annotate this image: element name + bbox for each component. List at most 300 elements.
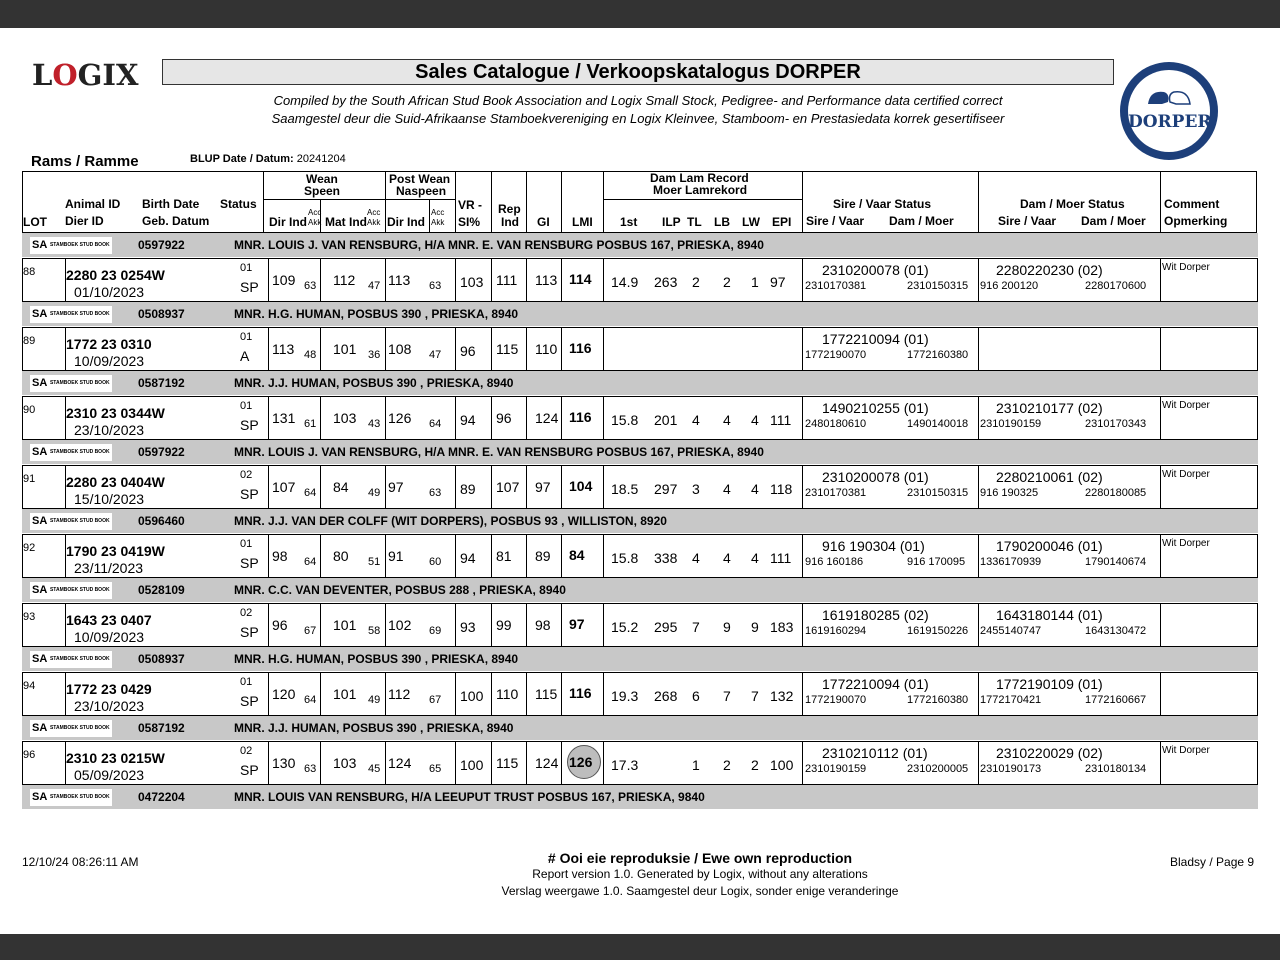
lam-lw: 9 <box>751 619 759 635</box>
sire-dam: 2310150315 <box>907 280 969 292</box>
sire-dam: 2310200005 <box>907 763 969 775</box>
lam-epi: 183 <box>770 619 794 635</box>
lmi: 114 <box>569 271 592 287</box>
vr-si: 94 <box>460 412 476 428</box>
col-tl: TL <box>687 215 702 229</box>
studbook-label: SA <box>32 722 47 734</box>
dam-dam: 2310180134 <box>1085 763 1147 775</box>
dam-dam: 2280170600 <box>1085 280 1147 292</box>
studbook-logo <box>30 513 112 530</box>
lam-lw: 4 <box>751 481 759 497</box>
sire-dam: 2310150315 <box>907 487 969 499</box>
lam-lw: 4 <box>751 550 759 566</box>
sire-sire: 2310170381 <box>805 487 867 499</box>
status-type: SP <box>240 762 259 778</box>
sire-sire: 1772190070 <box>805 349 867 361</box>
wean-dir-ind: 107 <box>272 479 296 495</box>
rep-ind: 115 <box>496 755 519 771</box>
wean-dir-ind: 109 <box>272 272 296 288</box>
col-epi: EPI <box>772 215 792 229</box>
table-header: LOT Animal ID Dier ID Birth Date Geb. Datum Status Wean Speen Post Wean Naspeen Dir Ind Acc Akk Mat Ind Acc Akk Dir Ind Acc Akk VR - SI% Rep Ind GI LMI Dam Lam Record Moer Lamrekord 1st ILP TL LB LW EPI Sire / Vaar Status Sire / Vaar Dam / Moer Dam / Moer Status Sire / Vaar Dam / Moer Comment Opmerking <box>22 171 1257 233</box>
sire-status: 1490210255 (01) <box>822 400 929 416</box>
col-opmerking: Opmerking <box>1164 214 1228 228</box>
studbook-small: STAMBOEK STUD BOOK <box>49 586 110 593</box>
breeder-name: MNR. C.C. VAN DEVENTER, POSBUS 288 , PRIESKA, 8940 <box>234 583 566 597</box>
status-type: A <box>240 348 250 364</box>
lmi: 126 <box>569 754 593 770</box>
breeder-band <box>22 233 1258 257</box>
table-row <box>22 396 1258 440</box>
lam-tl: 6 <box>692 688 700 704</box>
breeder-name: MNR. LOUIS J. VAN RENSBURG, H/A MNR. E. VAN RENSBURG POSBUS 167, PRIESKA, 8940 <box>234 445 764 459</box>
studbook-label: SA <box>32 308 47 320</box>
birth-date: 15/10/2023 <box>74 491 145 507</box>
dam-status: 1772190109 (01) <box>996 676 1103 692</box>
wean-mat-acc: 43 <box>368 418 381 430</box>
lot-number: 88 <box>23 266 36 278</box>
sire-status: 1619180285 (02) <box>822 607 929 623</box>
birth-date: 23/10/2023 <box>74 698 145 714</box>
breeder-name: MNR. LOUIS J. VAN RENSBURG, H/A MNR. E. VAN RENSBURG POSBUS 167, PRIESKA, 8940 <box>234 238 764 252</box>
lot-number: 94 <box>23 680 36 692</box>
col-lw: LW <box>742 215 760 229</box>
col-dam-dam: Dam / Moer <box>1081 214 1146 228</box>
rep-ind: 99 <box>496 617 512 633</box>
lam-first: 15.8 <box>611 550 639 566</box>
lmi: 116 <box>569 340 592 356</box>
birth-date: 10/09/2023 <box>74 353 145 369</box>
postwean-dir-ind: 113 <box>388 272 411 288</box>
breeder-code: 0587192 <box>138 721 185 735</box>
studbook-small: STAMBOEK STUD BOOK <box>49 793 110 800</box>
lam-ilp: 295 <box>654 619 678 635</box>
dam-sire: 916 190325 <box>980 487 1039 499</box>
studbook-small: STAMBOEK STUD BOOK <box>49 655 110 662</box>
sire-status: 916 190304 (01) <box>822 538 925 554</box>
lam-first: 15.2 <box>611 619 639 635</box>
birth-date: 01/10/2023 <box>74 284 145 300</box>
breeder-code: 0508937 <box>138 652 185 666</box>
col-speen: Speen <box>304 184 341 198</box>
wean-mat-ind: 84 <box>333 479 349 495</box>
sire-dam: 916 170095 <box>907 556 966 568</box>
postwean-dir-ind: 102 <box>388 617 412 633</box>
col-post-wean: Post Wean <box>389 172 451 186</box>
dam-status: 2280210061 (02) <box>996 469 1103 485</box>
lam-lb: 4 <box>723 481 731 497</box>
lam-lb: 9 <box>723 619 731 635</box>
wean-mat-ind: 101 <box>333 686 357 702</box>
lam-epi: 100 <box>770 757 794 773</box>
gi: 124 <box>535 755 559 771</box>
wean-mat-ind: 103 <box>333 410 357 426</box>
breeder-code: 0472204 <box>138 790 185 804</box>
lam-first: 18.5 <box>611 481 639 497</box>
postwean-dir-ind: 97 <box>388 479 404 495</box>
seal-text: DORPER <box>1128 112 1212 132</box>
col-animal-id: Animal ID <box>65 197 121 211</box>
lam-tl: 7 <box>692 619 700 635</box>
col-vr: VR - <box>458 198 482 212</box>
studbook-logo <box>30 582 112 599</box>
dam-sire: 2455140747 <box>980 625 1042 637</box>
sire-status: 1772210094 (01) <box>822 676 929 692</box>
lmi: 97 <box>569 616 585 632</box>
breeder-band <box>22 785 1258 809</box>
subtitle-english: Compiled by the South African Stud Book Association and Logix Small Stock, Pedigree- and Performance data certified correct <box>273 93 1003 108</box>
col-rep: Rep <box>498 202 521 216</box>
sheep-heads-icon <box>1144 86 1194 110</box>
table-row <box>22 327 1258 371</box>
lam-ilp: 263 <box>654 274 678 290</box>
table-row <box>22 741 1258 785</box>
lam-tl: 4 <box>692 412 700 428</box>
postwean-dir-ind: 112 <box>388 686 411 702</box>
status-code: 02 <box>240 745 253 757</box>
col-wean-dir-ind: Dir Ind <box>269 215 307 229</box>
studbook-label: SA <box>32 653 47 665</box>
dam-dam: 1790140674 <box>1085 556 1147 568</box>
lam-epi: 111 <box>770 412 792 428</box>
lam-epi: 111 <box>770 550 792 566</box>
postwean-dir-acc: 67 <box>429 694 442 706</box>
breeder-code: 0597922 <box>138 445 185 459</box>
animal-id: 2280 23 0254W <box>66 267 165 283</box>
dam-dam: 1643130472 <box>1085 625 1147 637</box>
col-geb-datum: Geb. Datum <box>142 214 210 228</box>
gi: 124 <box>535 410 559 426</box>
lam-lb: 2 <box>723 757 731 773</box>
studbook-small: STAMBOEK STUD BOOK <box>49 241 110 248</box>
col-dam-sire: Sire / Vaar <box>998 214 1057 228</box>
studbook-logo <box>30 651 112 668</box>
col-si: SI% <box>458 215 481 229</box>
viewer-bottom-bar <box>0 934 1280 960</box>
lam-first: 17.3 <box>611 757 639 773</box>
gi: 98 <box>535 617 551 633</box>
lam-epi: 97 <box>770 274 786 290</box>
breeder-band <box>22 371 1258 395</box>
postwean-dir-acc: 64 <box>429 418 442 430</box>
table-row <box>22 258 1258 302</box>
lam-tl: 2 <box>692 274 700 290</box>
breeder-band <box>22 578 1258 602</box>
dam-status: 1790200046 (01) <box>996 538 1103 554</box>
dorper-seal-logo <box>1120 62 1218 160</box>
studbook-logo <box>30 306 112 323</box>
section-title: Rams / Ramme <box>31 153 139 170</box>
status-type: SP <box>240 624 259 640</box>
studbook-small: STAMBOEK STUD BOOK <box>49 448 110 455</box>
lam-first: 14.9 <box>611 274 639 290</box>
table-row <box>22 603 1258 647</box>
lam-tl: 1 <box>692 757 700 773</box>
blup-date: BLUP Date / Datum: 20241204 <box>190 153 346 165</box>
status-type: SP <box>240 279 259 295</box>
breeder-band <box>22 716 1258 740</box>
col-sire-sire: Sire / Vaar <box>806 214 865 228</box>
vr-si: 100 <box>460 757 484 773</box>
lam-ilp: 297 <box>654 481 678 497</box>
breeder-name: MNR. H.G. HUMAN, POSBUS 390 , PRIESKA, 8940 <box>234 652 519 666</box>
col-sire-status: Sire / Vaar Status <box>833 197 932 211</box>
lmi: 116 <box>569 685 592 701</box>
wean-mat-ind: 112 <box>333 272 356 288</box>
col-status: Status <box>220 197 257 211</box>
wean-mat-ind: 103 <box>333 755 357 771</box>
col-moer-lamrekord: Moer Lamrekord <box>653 183 748 197</box>
breeder-code: 0508937 <box>138 307 185 321</box>
studbook-label: SA <box>32 584 47 596</box>
lmi: 104 <box>569 478 593 494</box>
lot-number: 93 <box>23 611 36 623</box>
wean-dir-ind: 120 <box>272 686 296 702</box>
lam-ilp: 201 <box>654 412 678 428</box>
studbook-label: SA <box>32 377 47 389</box>
animal-id: 1772 23 0310 <box>66 336 152 352</box>
breeder-name: MNR. H.G. HUMAN, POSBUS 390 , PRIESKA, 8940 <box>234 307 519 321</box>
lmi: 84 <box>569 547 585 563</box>
wean-dir-acc: 64 <box>304 694 317 706</box>
wean-dir-acc: 63 <box>304 763 317 775</box>
status-code: 01 <box>240 400 253 412</box>
col-postwean-dir-ind: Dir Ind <box>387 215 425 229</box>
vr-si: 94 <box>460 550 476 566</box>
sire-sire: 2310170381 <box>805 280 867 292</box>
wean-dir-acc: 64 <box>304 487 317 499</box>
postwean-dir-acc: 69 <box>429 625 442 637</box>
status-code: 01 <box>240 262 253 274</box>
wean-mat-ind: 101 <box>333 617 357 633</box>
status-type: SP <box>240 693 259 709</box>
sire-status: 1772210094 (01) <box>822 331 929 347</box>
sire-dam: 1772160380 <box>907 694 969 706</box>
breeder-code: 0528109 <box>138 583 185 597</box>
dam-dam: 1772160667 <box>1085 694 1147 706</box>
gi: 115 <box>535 686 558 702</box>
wean-dir-ind: 131 <box>272 410 296 426</box>
gi: 113 <box>535 272 558 288</box>
gi: 89 <box>535 548 551 564</box>
dam-status: 2310210177 (02) <box>996 400 1103 416</box>
postwean-dir-ind: 108 <box>388 341 412 357</box>
col-lot: LOT <box>23 215 47 229</box>
dam-sire: 2310190173 <box>980 763 1042 775</box>
gi: 97 <box>535 479 551 495</box>
dam-dam: 2310170343 <box>1085 418 1147 430</box>
lot-number: 89 <box>23 335 36 347</box>
rep-ind: 96 <box>496 410 512 426</box>
sire-dam: 1772160380 <box>907 349 969 361</box>
status-type: SP <box>240 486 259 502</box>
wean-mat-acc: 58 <box>368 625 381 637</box>
wean-dir-ind: 113 <box>272 341 295 357</box>
lam-lw: 2 <box>751 757 759 773</box>
sire-sire: 2310190159 <box>805 763 867 775</box>
reproduction-note: # Ooi eie reproduksie / Ewe own reproduction <box>547 850 853 866</box>
studbook-small: STAMBOEK STUD BOOK <box>49 379 110 386</box>
dam-sire: 1336170939 <box>980 556 1042 568</box>
lam-lw: 1 <box>751 274 759 290</box>
lam-first: 15.8 <box>611 412 639 428</box>
wean-dir-ind: 98 <box>272 548 288 564</box>
animal-id: 2310 23 0344W <box>66 405 165 421</box>
col-sire-dam: Dam / Moer <box>889 214 954 228</box>
breeder-name: MNR. J.J. HUMAN, POSBUS 390 , PRIESKA, 8940 <box>234 721 514 735</box>
birth-date: 23/10/2023 <box>74 422 145 438</box>
vr-si: 89 <box>460 481 476 497</box>
wean-dir-ind: 130 <box>272 755 296 771</box>
print-datetime: 12/10/24 08:26:11 AM <box>22 855 139 869</box>
lot-number: 90 <box>23 404 36 416</box>
sire-status: 2310200078 (01) <box>822 469 929 485</box>
studbook-small: STAMBOEK STUD BOOK <box>49 310 110 317</box>
table-row <box>22 465 1258 509</box>
rep-ind: 107 <box>496 479 520 495</box>
lam-tl: 4 <box>692 550 700 566</box>
wean-mat-ind: 80 <box>333 548 349 564</box>
sire-status: 2310210112 (01) <box>822 745 928 761</box>
lam-ilp: 338 <box>654 550 678 566</box>
studbook-logo <box>30 237 112 254</box>
sire-sire: 1619160294 <box>805 625 867 637</box>
wean-mat-acc: 49 <box>368 487 381 499</box>
studbook-label: SA <box>32 791 47 803</box>
studbook-logo <box>30 375 112 392</box>
postwean-dir-acc: 63 <box>429 280 442 292</box>
studbook-label: SA <box>32 446 47 458</box>
vr-si: 96 <box>460 343 476 359</box>
status-type: SP <box>240 555 259 571</box>
lam-ilp: 268 <box>654 688 678 704</box>
studbook-small: STAMBOEK STUD BOOK <box>49 517 110 524</box>
lam-lb: 7 <box>723 688 731 704</box>
birth-date: 05/09/2023 <box>74 767 145 783</box>
birth-date: 10/09/2023 <box>74 629 145 645</box>
wean-dir-ind: 96 <box>272 617 288 633</box>
rep-ind: 115 <box>496 341 519 357</box>
col-comment: Comment <box>1164 197 1220 211</box>
postwean-dir-ind: 126 <box>388 410 412 426</box>
dam-status: 2310220029 (02) <box>996 745 1103 761</box>
status-code: 02 <box>240 607 253 619</box>
breeder-name: MNR. J.J. VAN DER COLFF (WIT DORPERS), POSBUS 93 , WILLISTON, 8920 <box>234 514 667 528</box>
lot-number: 96 <box>23 749 36 761</box>
lot-number: 92 <box>23 542 36 554</box>
viewer-top-bar <box>0 0 1280 28</box>
col-lb: LB <box>714 215 730 229</box>
rep-ind: 81 <box>496 548 512 564</box>
rep-ind: 110 <box>496 686 519 702</box>
breeder-code: 0587192 <box>138 376 185 390</box>
postwean-dir-acc: 65 <box>429 763 442 775</box>
postwean-dir-ind: 91 <box>388 548 404 564</box>
col-mat-ind: Mat Ind <box>325 215 367 229</box>
status-code: 01 <box>240 331 253 343</box>
subtitle-afrikaans: Saamgestel deur die Suid-Afrikaanse Stamboekvereniging en Logix Kleinvee, Stamboom- en Prestasiedata korrek gesertifiseer <box>271 111 1005 126</box>
dam-status: 1643180144 (01) <box>996 607 1103 623</box>
sire-sire: 916 160186 <box>805 556 864 568</box>
sire-sire: 2480180610 <box>805 418 867 430</box>
animal-id: 1772 23 0429 <box>66 681 152 697</box>
dam-sire: 916 200120 <box>980 280 1039 292</box>
dam-status: 2280220230 (02) <box>996 262 1103 278</box>
col-lmi: LMI <box>572 215 593 229</box>
wean-mat-acc: 47 <box>368 280 381 292</box>
rep-ind: 111 <box>496 272 518 288</box>
wean-dir-acc: 61 <box>304 418 317 430</box>
comment: Wit Dorper <box>1162 538 1210 549</box>
sire-dam: 1490140018 <box>907 418 969 430</box>
dam-sire: 2310190159 <box>980 418 1042 430</box>
lam-lb: 4 <box>723 412 731 428</box>
wean-mat-acc: 36 <box>368 349 381 361</box>
breeder-code: 0597922 <box>138 238 185 252</box>
wean-dir-acc: 63 <box>304 280 317 292</box>
col-dam-status: Dam / Moer Status <box>1020 197 1125 211</box>
col-dam-lam-record: Dam Lam Record <box>650 171 749 185</box>
sire-sire: 1772190070 <box>805 694 867 706</box>
studbook-logo <box>30 444 112 461</box>
vr-si: 103 <box>460 274 484 290</box>
wean-mat-acc: 51 <box>368 556 381 568</box>
postwean-dir-acc: 63 <box>429 487 442 499</box>
wean-dir-acc: 67 <box>304 625 317 637</box>
animal-id: 2310 23 0215W <box>66 750 165 766</box>
col-gi: GI <box>537 215 550 229</box>
wean-dir-acc: 48 <box>304 349 317 361</box>
status-code: 01 <box>240 676 253 688</box>
dam-dam: 2280180085 <box>1085 487 1147 499</box>
lmi: 116 <box>569 409 592 425</box>
wean-dir-acc: 64 <box>304 556 317 568</box>
status-code: 02 <box>240 469 253 481</box>
page-title: Sales Catalogue / Verkoopskatalogus DORPER <box>162 59 1114 85</box>
table-row <box>22 534 1258 578</box>
logix-logo: LOGIX <box>32 58 139 92</box>
wean-mat-acc: 45 <box>368 763 381 775</box>
table-row <box>22 672 1258 716</box>
breeder-code: 0596460 <box>138 514 185 528</box>
wean-mat-ind: 101 <box>333 341 357 357</box>
postwean-dir-acc: 47 <box>429 349 442 361</box>
col-dier-id: Dier ID <box>65 214 104 228</box>
status-type: SP <box>240 417 259 433</box>
gi: 110 <box>535 341 558 357</box>
dam-sire: 1772170421 <box>980 694 1042 706</box>
breeder-band <box>22 440 1258 464</box>
postwean-dir-acc: 60 <box>429 556 442 568</box>
postwean-dir-ind: 124 <box>388 755 412 771</box>
sire-dam: 1619150226 <box>907 625 969 637</box>
lam-tl: 3 <box>692 481 700 497</box>
animal-id: 1790 23 0419W <box>66 543 165 559</box>
studbook-logo <box>30 789 112 806</box>
lam-lb: 4 <box>723 550 731 566</box>
lam-epi: 118 <box>770 481 793 497</box>
lam-lb: 2 <box>723 274 731 290</box>
birth-date: 23/11/2023 <box>74 560 144 576</box>
col-birth-date: Birth Date <box>142 197 200 211</box>
col-wean: Wean <box>306 172 338 186</box>
wean-mat-acc: 49 <box>368 694 381 706</box>
lam-lw: 4 <box>751 412 759 428</box>
comment: Wit Dorper <box>1162 745 1210 756</box>
breeder-band <box>22 302 1258 326</box>
vr-si: 100 <box>460 688 484 704</box>
page-number: Bladsy / Page 9 <box>1170 855 1255 869</box>
breeder-band <box>22 647 1258 671</box>
